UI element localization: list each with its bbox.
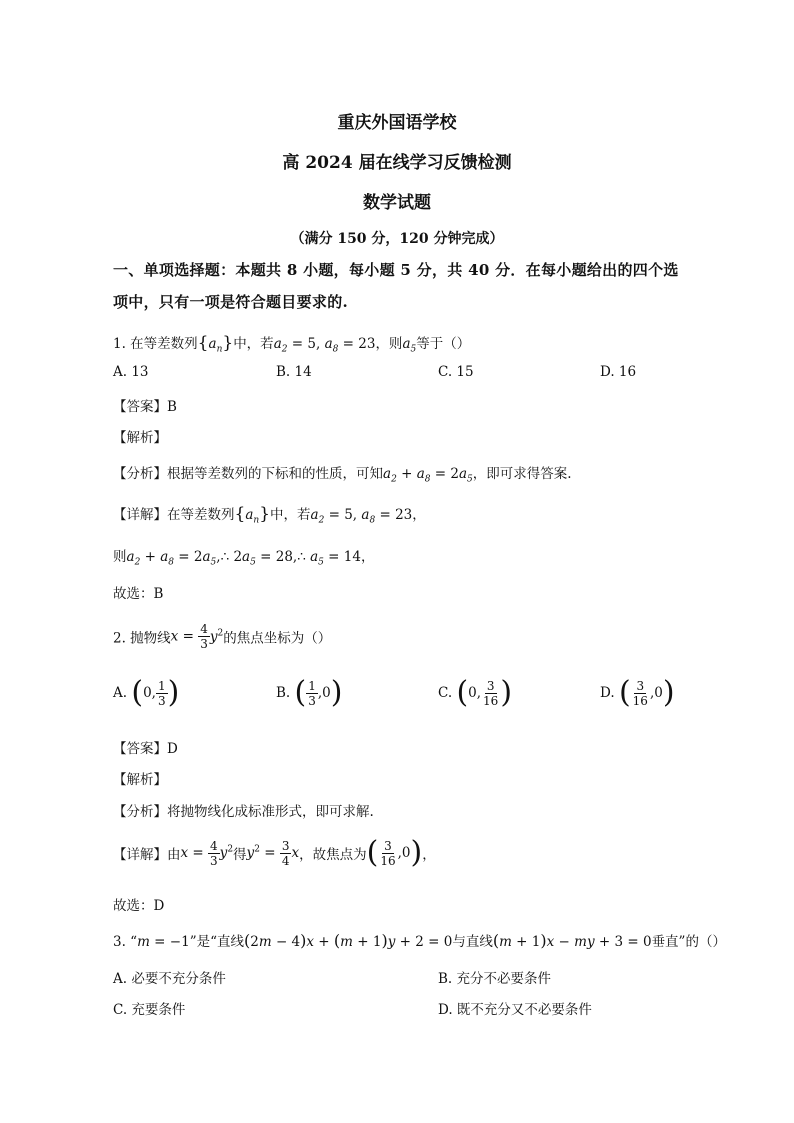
- q2-xiangjie: 【详解】由x = $\frac{4}{3}$ $y^2$得$y^2$ = $\frac{3}{4}$ x，故焦点为( $\frac{3}{16}$ ,0)，: [113, 835, 436, 870]
- subject-title: 数学试题: [363, 193, 431, 213]
- q1-option-b: B. 14: [276, 364, 312, 380]
- question-3: 3. “m = −1”是“直线(2m − 4)x + (m + 1)y + 2 = 0与直线(m + 1)x − my + 3 = 0垂直”的（）: [113, 931, 726, 950]
- q2-option-a: A. (0, $\frac{1}{3}$ ): [113, 675, 180, 710]
- q3-option-d: D. 既不充分又不必要条件: [438, 1002, 592, 1018]
- school-name: 重庆外国语学校: [337, 113, 457, 133]
- q3-option-c: C. 充要条件: [113, 1002, 186, 1018]
- q2-fenxi: 【分析】将抛物线化成标准形式，即可求解.: [113, 804, 374, 820]
- q2-option-d: D. ( $\frac{3}{16}$ ,0): [600, 675, 675, 710]
- q1-analysis-label: 【解析】: [113, 430, 167, 446]
- q2-answer: 【答案】D: [113, 741, 178, 757]
- exam-title: 高 2024 届在线学习反馈检测: [282, 153, 512, 173]
- q1-final-choice: 故选：B: [113, 586, 164, 602]
- q1-option-c: C. 15: [438, 364, 474, 380]
- q3-option-b: B. 充分不必要条件: [438, 971, 552, 987]
- q1-derivation: 则$a_2 + a_8$ = $2a_5,\therefore$ $2a_5$ = 28,∴ $a_5 = 14$，: [113, 549, 375, 568]
- q2-option-b: B. ( $\frac{1}{3}$ ,0): [276, 675, 343, 710]
- q1-xiangjie: 【详解】在等差数列$\{a_n\}$中，若$a_2 = 5$, $a_8 = 23$，: [113, 504, 426, 526]
- question-1: 1. 在等差数列$\{a_n\}$中，若$a_2 = 5$, $a_8 = 23$，则$a_5$等于（）: [113, 333, 471, 355]
- q1-option-d: D. 16: [600, 364, 637, 380]
- q2-final-choice: 故选：D: [113, 898, 165, 914]
- q1-answer: 【答案】B: [113, 399, 177, 415]
- exam-note: （满分 150 分，120 分钟完成）: [290, 231, 504, 247]
- section-heading-line1: 一、单项选择题：本题共 8 小题，每小题 5 分，共 40 分．在每小题给出的四个选: [113, 261, 679, 279]
- q1-option-a: A. 13: [113, 364, 149, 380]
- q2-analysis-label: 【解析】: [113, 772, 167, 788]
- question-2: 2. 抛物线x = $\frac{4}{3}$ $y^2$的焦点坐标为（）: [113, 622, 332, 651]
- q1-fenxi: 【分析】根据等差数列的下标和的性质，可知$a_2 + a_8 = 2a_5$，即可求得答案.: [113, 466, 572, 485]
- q2-option-c: C. (0, $\frac{3}{16}$ ): [438, 675, 513, 710]
- q3-option-a: A. 必要不充分条件: [113, 971, 226, 987]
- section-heading-line2: 项中，只有一项是符合题目要求的.: [113, 293, 349, 311]
